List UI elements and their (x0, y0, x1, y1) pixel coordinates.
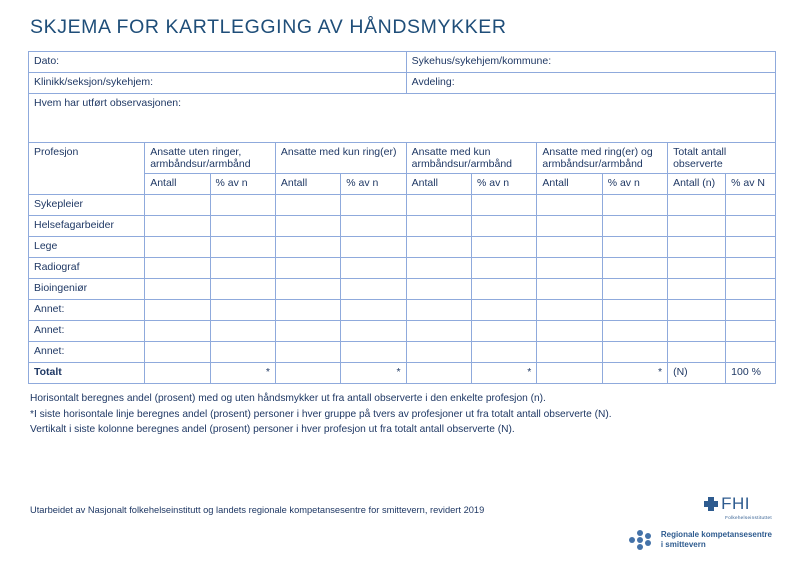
group-header-3: Ansatte med ring(er) og armbåndsur/armbånd (537, 143, 668, 174)
data-cell[interactable] (210, 195, 275, 216)
data-cell[interactable] (537, 237, 602, 258)
data-cell[interactable] (406, 258, 471, 279)
data-cell[interactable] (145, 258, 210, 279)
data-cell[interactable] (726, 279, 776, 300)
data-cell[interactable] (602, 195, 667, 216)
data-cell[interactable] (406, 321, 471, 342)
data-cell[interactable] (341, 237, 406, 258)
data-cell[interactable] (726, 216, 776, 237)
row-label-3: Radiograf (29, 258, 145, 279)
data-cell[interactable] (341, 195, 406, 216)
data-cell[interactable] (341, 258, 406, 279)
total-cell-8[interactable]: (N) (668, 363, 726, 384)
data-cell[interactable] (275, 279, 340, 300)
data-cell[interactable] (726, 258, 776, 279)
data-cell[interactable] (145, 237, 210, 258)
rks-logo (629, 528, 772, 552)
data-cell[interactable] (668, 321, 726, 342)
sub-header-1-1: % av n (341, 174, 406, 195)
data-cell[interactable] (145, 279, 210, 300)
footer-credit: Utarbeidet av Nasjonalt folkehelseinstitutt og landets regionale kompetansesentre for smittevern, revidert 2019 (30, 505, 485, 515)
data-cell[interactable] (602, 279, 667, 300)
row-klinikk (29, 73, 776, 94)
data-cell[interactable] (668, 279, 726, 300)
data-cell[interactable] (537, 216, 602, 237)
data-cell[interactable] (210, 216, 275, 237)
data-cell[interactable] (472, 300, 537, 321)
row-label-2: Lege (29, 237, 145, 258)
rks-dots-icon (629, 528, 655, 552)
group-header-0: Ansatte uten ringer, armbåndsur/armbånd (145, 143, 276, 174)
data-cell[interactable] (210, 237, 275, 258)
data-cell[interactable] (726, 321, 776, 342)
data-cell[interactable] (537, 321, 602, 342)
data-cell[interactable] (602, 321, 667, 342)
fhi-logo-text: FHI (721, 494, 750, 513)
data-cell[interactable] (145, 342, 210, 363)
data-cell[interactable] (668, 258, 726, 279)
data-cell[interactable] (668, 300, 726, 321)
data-cell[interactable] (537, 342, 602, 363)
table-row (29, 321, 776, 342)
data-cell[interactable] (275, 258, 340, 279)
table-row (29, 216, 776, 237)
data-cell[interactable] (668, 342, 726, 363)
data-cell[interactable] (537, 195, 602, 216)
row-label-4: Bioingeniør (29, 279, 145, 300)
total-cell-6[interactable] (537, 363, 602, 384)
data-cell[interactable] (210, 258, 275, 279)
data-cell[interactable] (341, 216, 406, 237)
sub-header-2-0: Antall (406, 174, 471, 195)
sub-header-1-0: Antall (275, 174, 340, 195)
row-label-5: Annet: (29, 300, 145, 321)
note-line-1: *I siste horisontale linje beregnes andel (prosent) personer i hver gruppe på tvers av profesjoner ut fra totalt antall observerte (N). (30, 408, 612, 420)
data-cell[interactable] (602, 300, 667, 321)
group-header-2: Ansatte med kun armbåndsur/armbånd (406, 143, 537, 174)
data-cell[interactable] (406, 300, 471, 321)
data-cell[interactable] (726, 300, 776, 321)
data-cell[interactable] (472, 237, 537, 258)
table-row (29, 195, 776, 216)
data-cell[interactable] (406, 216, 471, 237)
data-cell[interactable] (341, 321, 406, 342)
data-cell[interactable] (275, 321, 340, 342)
total-cell-5[interactable]: * (472, 363, 537, 384)
rks-line-2: i smittevern (660, 540, 706, 549)
data-cell[interactable] (406, 342, 471, 363)
total-cell-2[interactable] (275, 363, 340, 384)
data-cell[interactable] (406, 195, 471, 216)
notes-block (30, 391, 778, 438)
data-cell[interactable] (210, 300, 275, 321)
table-row (29, 342, 776, 363)
table-row (29, 300, 776, 321)
row-observasjon (29, 94, 776, 143)
data-cell[interactable] (275, 216, 340, 237)
avdeling-label: Avdeling: (406, 73, 775, 94)
sub-header-4-0: Antall (n) (668, 174, 726, 195)
row-label-0: Sykepleier (29, 195, 145, 216)
rks-line-1: Regionale kompetansesentre (660, 530, 772, 539)
group-header-4: Totalt antall observerte (668, 143, 776, 174)
data-cell[interactable] (668, 216, 726, 237)
row-group-headers (29, 143, 776, 174)
data-cell[interactable] (472, 342, 537, 363)
table-row (29, 258, 776, 279)
data-cell[interactable] (145, 300, 210, 321)
data-cell[interactable] (275, 237, 340, 258)
row-dato (29, 52, 776, 73)
data-cell[interactable] (726, 237, 776, 258)
data-cell[interactable] (210, 321, 275, 342)
profession-header: Profesjon (29, 143, 145, 195)
total-label: Totalt (29, 363, 145, 384)
data-cell[interactable] (602, 216, 667, 237)
data-cell[interactable] (145, 321, 210, 342)
data-cell[interactable] (472, 216, 537, 237)
sub-header-4-1: % av N (726, 174, 776, 195)
data-cell[interactable] (726, 342, 776, 363)
row-label-7: Annet: (29, 342, 145, 363)
fhi-logo (701, 494, 772, 520)
data-cell[interactable] (668, 237, 726, 258)
data-cell[interactable] (341, 300, 406, 321)
survey-form-table (28, 51, 776, 384)
data-cell[interactable] (602, 342, 667, 363)
data-cell[interactable] (726, 195, 776, 216)
fhi-logo-subtext: Folkehelseinstituttet (725, 515, 772, 520)
data-cell[interactable] (472, 279, 537, 300)
data-cell[interactable] (210, 342, 275, 363)
data-cell[interactable] (341, 342, 406, 363)
sub-header-2-1: % av n (472, 174, 537, 195)
data-cell[interactable] (275, 195, 340, 216)
sub-header-0-1: % av n (210, 174, 275, 195)
data-cell[interactable] (145, 195, 210, 216)
sub-header-3-0: Antall (537, 174, 602, 195)
data-cell[interactable] (275, 342, 340, 363)
fhi-cross-icon (701, 494, 721, 514)
data-cell[interactable] (602, 237, 667, 258)
total-cell-3[interactable]: * (341, 363, 406, 384)
total-cell-1[interactable]: * (210, 363, 275, 384)
table-row (29, 279, 776, 300)
sykehus-label: Sykehus/sykehjem/kommune: (406, 52, 775, 73)
note-line-0: Horisontalt beregnes andel (prosent) med og uten håndsmykker ut fra antall observerte i den enkelte profesjon (n). (30, 393, 546, 404)
data-cell[interactable] (537, 258, 602, 279)
data-cell[interactable] (472, 321, 537, 342)
data-cell[interactable] (406, 279, 471, 300)
data-cell[interactable] (275, 300, 340, 321)
total-cell-7[interactable]: * (602, 363, 667, 384)
total-cell-4[interactable] (406, 363, 471, 384)
sub-header-3-1: % av n (602, 174, 667, 195)
note-line-2: Vertikalt i siste kolonne beregnes andel (prosent) personer i hver profesjon ut fra totalt antall observerte (N). (30, 424, 515, 435)
data-cell[interactable] (406, 237, 471, 258)
data-cell[interactable] (537, 300, 602, 321)
data-cell[interactable] (668, 195, 726, 216)
data-cell[interactable] (537, 279, 602, 300)
data-cell[interactable] (602, 258, 667, 279)
table-row (29, 237, 776, 258)
data-cell[interactable] (210, 279, 275, 300)
total-cell-0[interactable] (145, 363, 210, 384)
data-cell[interactable] (341, 279, 406, 300)
total-cell-9[interactable]: 100 % (726, 363, 776, 384)
data-cell[interactable] (145, 216, 210, 237)
data-cell[interactable] (472, 195, 537, 216)
row-label-1: Helsefagarbeider (29, 216, 145, 237)
klinikk-label: Klinikk/seksjon/sykehjem: (29, 73, 407, 94)
total-row (29, 363, 776, 384)
row-label-6: Annet: (29, 321, 145, 342)
observasjon-label: Hvem har utført observasjonen: (29, 94, 776, 143)
page-title: SKJEMA FOR KARTLEGGING AV HÅNDSMYKKER (30, 16, 507, 38)
dato-label: Dato: (29, 52, 407, 73)
data-cell[interactable] (472, 258, 537, 279)
sub-header-0-0: Antall (145, 174, 210, 195)
group-header-1: Ansatte med kun ring(er) (275, 143, 406, 174)
